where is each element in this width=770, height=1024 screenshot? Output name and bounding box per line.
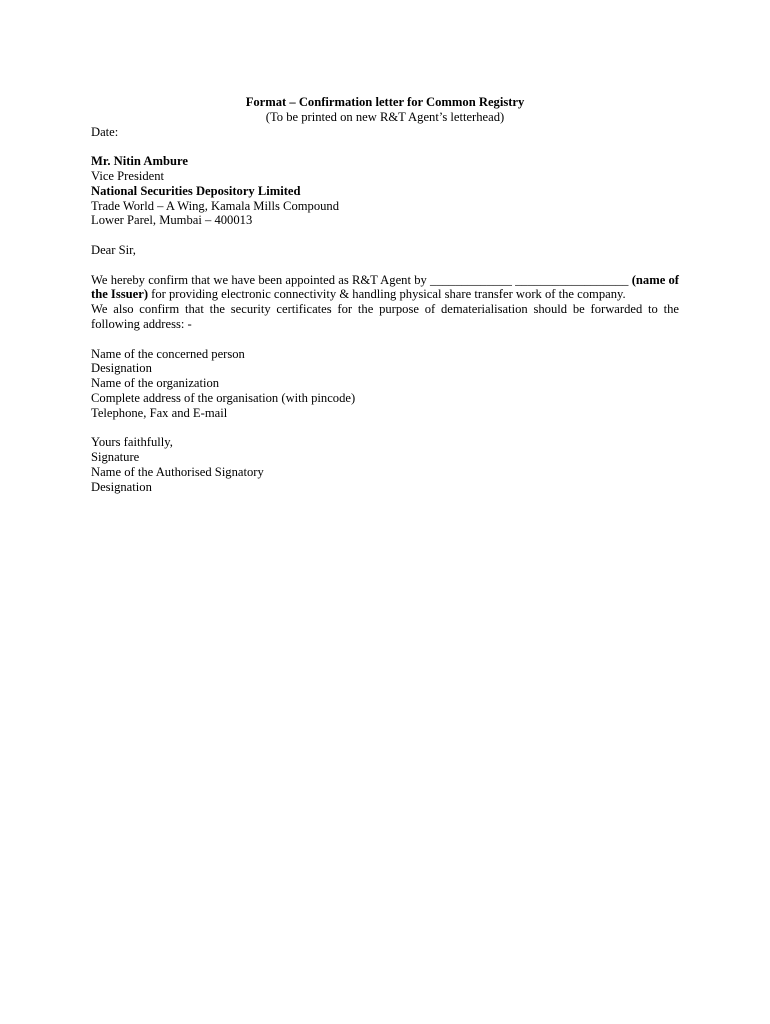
address-field: Telephone, Fax and E-mail — [91, 405, 228, 420]
spacer — [91, 139, 679, 154]
spacer — [91, 258, 679, 273]
signatory-designation-label: Designation — [91, 479, 152, 494]
document-title: Format – Confirmation letter for Common Registry — [245, 95, 525, 109]
address-field: Name of the concerned person — [91, 346, 245, 361]
letter-content — [91, 95, 679, 495]
recipient-address-line2: Lower Parel, Mumbai – 400013 — [91, 213, 253, 228]
recipient-address-line1: Trade World – A Wing, Kamala Mills Compound — [91, 198, 340, 213]
body-paragraph-2: We also confirm that the security certificates for the purpose of dematerialisation should be forwarded to the following address: - — [91, 302, 679, 331]
signature-label: Signature — [91, 450, 140, 465]
address-field: Name of the organization — [91, 376, 220, 391]
salutation: Dear Sir, — [91, 242, 136, 257]
spacer — [91, 421, 679, 436]
spacer — [91, 332, 679, 347]
body-p1-text: We hereby confirm that we have been appointed as R&T Agent by _____________ __________________ — [91, 272, 632, 287]
valediction: Yours faithfully, — [91, 435, 173, 450]
address-field: Designation — [91, 361, 152, 376]
address-field: Complete address of the organisation (with pincode) — [91, 390, 356, 405]
issuer-name-placeholder: (name of the Issuer) — [91, 272, 680, 302]
document-subtitle: (To be printed on new R&T Agent’s letterhead) — [265, 109, 505, 124]
body-p1-rest: for providing electronic connectivity & handling physical share transfer work of the company. — [148, 287, 626, 302]
recipient-designation: Vice President — [91, 168, 165, 183]
body-paragraph-1 — [91, 273, 679, 303]
signatory-name-label: Name of the Authorised Signatory — [91, 464, 264, 479]
spacer — [91, 228, 679, 243]
recipient-name: Mr. Nitin Ambure — [91, 154, 188, 169]
date-label: Date: — [91, 124, 119, 139]
recipient-company: National Securities Depository Limited — [91, 183, 301, 198]
